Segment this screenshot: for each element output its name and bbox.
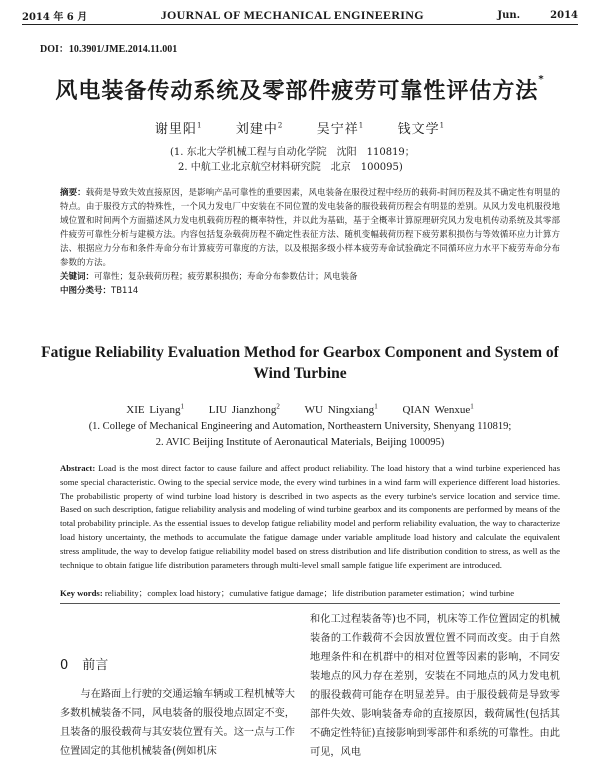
author-en: WU Ningxiang$^1$ [304, 402, 378, 416]
header-year: 2014 [550, 9, 578, 21]
keywords-cn-label: 关键词： [60, 272, 95, 282]
author-en: QIAN Wenxue$^1$ [402, 402, 474, 416]
header-month: Jun. [497, 9, 521, 21]
title-cn-text: 风电装备传动系统及零部件疲劳可靠性评估方法 [55, 79, 539, 104]
class-number-label: 中图分类号： [60, 286, 112, 296]
class-number: TB114 [111, 286, 139, 296]
abstract-en-label: Abstract: [60, 463, 96, 473]
section-number: 0 [60, 658, 69, 673]
author-cn: 谢里阳$^1$ [154, 121, 203, 137]
title-cn [0, 74, 600, 105]
header-right [497, 10, 578, 21]
keywords-en-line [60, 587, 580, 599]
affiliation-cn-2: 2. 中航工业北京航空材料研究院 北京 100095) [178, 162, 403, 173]
author-en: LIU Jianzhong$^2$ [208, 402, 280, 416]
header-date: 2014 年 6 月 [22, 11, 88, 23]
authors-en [0, 402, 600, 416]
running-header [22, 8, 578, 22]
abstract-en-text: Load is the most direct factor to cause failure and affect product reliability. The load history that a wind turbine experienced has some special characteristic. Owing to the special service mode, the every wind turbines in a wind farm will experience different load histories. The probabilistic property of wind turbine load history is described in two aspects as the every turbine's service location and service time. Based on such description, fatigue reliability analysis and modeling of wind turbine gearbox and its components are performed by means of the total probability principle. As the essential issues to develop fatigue reliability model and perform reliability evaluation, the way to characterize load history uncertainty, the methods to accumulate the fatigue damage under variable amplitude load history and calculate the equivalent stress amplitude, the way to develop fatigue reliability model based on stress distribution and life distribution condition to stress, as well as the technique to obtain fatigue life distribution parameters through multi-level small sample fatigue life experiment are introduced. [60, 463, 560, 570]
author-cn: 刘建中$^2$ [235, 121, 284, 137]
authors-cn [0, 118, 600, 137]
affiliation-en-1: (1. College of Mechanical Engineering and Automation, Northeastern University, Shenyang 110819; [88, 421, 512, 432]
keywords-cn: 可靠性；复杂载荷历程；疲劳累积损伤；寿命分布参数估计；风电装备 [94, 272, 358, 282]
column-right [310, 610, 560, 762]
abstract-cn-label: 摘要： [60, 188, 86, 198]
intro-paragraph-left [60, 685, 295, 761]
abstract-cn [60, 186, 560, 298]
keywords-en-label: Key words: [60, 588, 103, 598]
abstract-en [60, 462, 560, 572]
doi: DOI：10.3901/JME.2014.11.001 [40, 44, 178, 55]
section-title: 前言 [82, 658, 109, 673]
affiliation-en-2: 2. AVIC Beijing Institute of Aeronautical Materials, Beijing 100095) [155, 437, 445, 448]
title-cn-mark: * [538, 74, 545, 85]
abstract-divider [60, 603, 560, 604]
author-cn: 钱文学$^1$ [397, 121, 446, 137]
section-heading-intro [60, 654, 295, 673]
affiliation-cn-1: (1. 东北大学机械工程与自动化学院 沈阳 110819； [170, 147, 415, 158]
intro-text-right: 和化工过程装备等)也不同，机床等工作位置固定的机械装备的工作载荷不会因放置位置不同而改变。由于自然地理条件和在机群中的相对位置等因素的影响，不同安装地点的风力存在差别，安装在不同地点的风力发电机的服役载荷可能存在明显差异。由于服役载荷是导致零部件失效、影响装备寿命的直接原因，载荷属性(包括其不确定性特征)直接影响到零部件和系统的可靠性。由此可见，风电 [310, 614, 560, 758]
author-cn: 吴宁祥$^1$ [316, 121, 365, 137]
abstract-cn-text: 载荷是导致失效直接原因，是影响产品可靠性的重要因素，风电装备在服役过程中经历的载荷-时间历程及其不确定性有明显的特点。由于服役方式的特殊性，一个风力发电厂中安装在不同位置的发电装备的服役载荷历程会有明显的差别。从风力发电机服役地域位置和时间两个方面描述风力发电机载荷历程的概率特性，并以此为基础，基于全概率计算原理研究风力发电机传动系统及其零部件疲劳可靠性分析与建模方法。内容包括复杂载荷历程不确定性表征方法、随机变幅载荷历程下疲劳累积损伤与等效循环应力计算方法、根据应力分布和条件寿命分布计算疲劳可靠度的方法，以及根据多级小样本疲劳寿命试验确定不同循环应力水平下疲劳寿命分布参数的方法。 [60, 188, 560, 268]
intro-text-left: 与在路面上行驶的交通运输车辆或工程机械等大多数机械装备不同，风电装备的服役地点固定不变，且装备的服役载荷与其安装位置有关。这一点与工作位置固定的其他机械装备(例如机床 [60, 689, 295, 757]
header-rule [22, 24, 578, 25]
title-en: Fatigue Reliability Evaluation Method for Gearbox Component and System of Wind Turbine [41, 344, 559, 382]
header-journal: JOURNAL OF MECHANICAL ENGINEERING [160, 7, 424, 22]
intro-paragraph-right [310, 610, 560, 762]
author-en: XIE Liyang$^1$ [126, 402, 184, 416]
keywords-en: reliability；complex load history；cumulative fatigue damage；life distribution parameter estimation；wind turbine [104, 588, 515, 598]
column-left [60, 620, 295, 761]
